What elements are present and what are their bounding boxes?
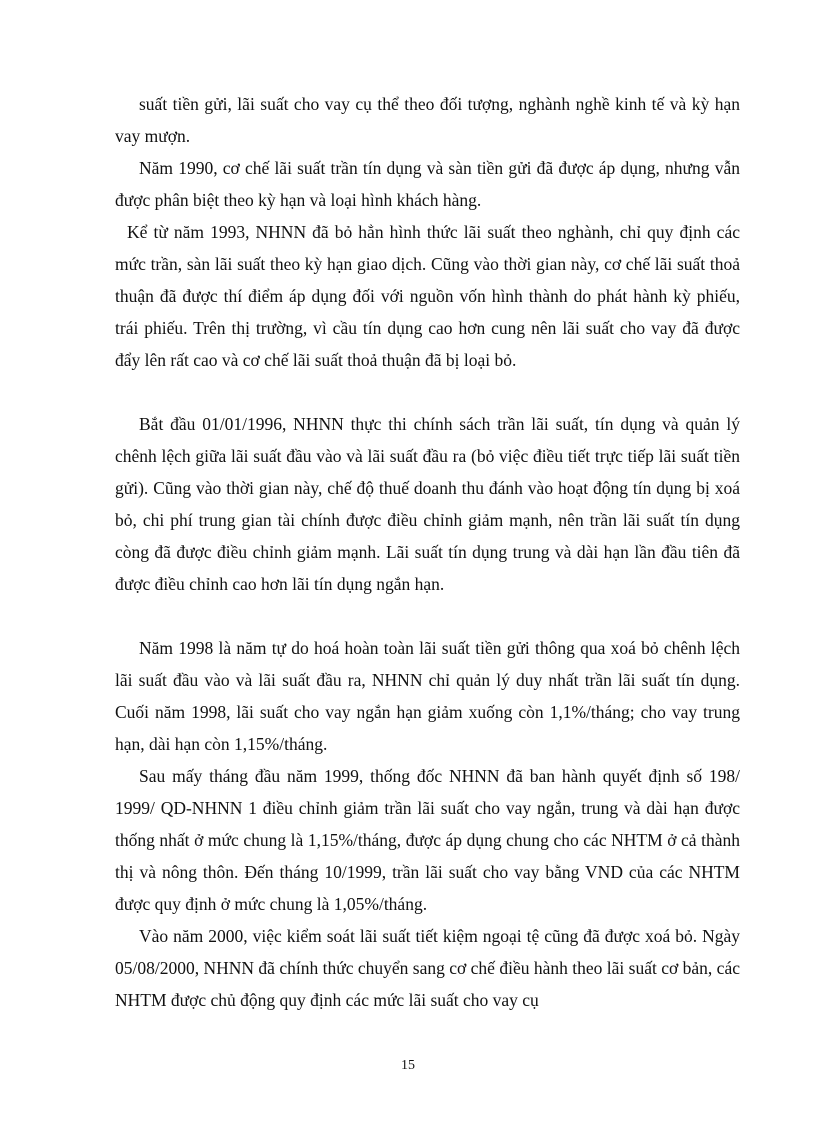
- paragraph-1: suất tiền gửi, lãi suất cho vay cụ thể theo đối tượng, nghành nghề kinh tế và kỳ hạn vay mượn.: [115, 94, 740, 146]
- paragraph-4: Bắt đầu 01/01/1996, NHNN thực thi chính sách trần lãi suất, tín dụng và quản lý chênh lệch giữa lãi suất đầu vào và lãi suất đầu ra (bỏ việc điều tiết trực tiếp lãi suất tiền gửi). Cũng vào thời gian này, chế độ thuế doanh thu đánh vào hoạt động tín dụng bị xoá bỏ, chi phí trung gian tài chính được điều chỉnh giảm mạnh, nên trần lãi suất tín dụng còng đã được điều chỉnh giảm mạnh. Lãi suất tín dụng trung và dài hạn lần đầu tiên đã được điều chỉnh cao hơn lãi tín dụng ngắn hạn.: [115, 414, 740, 594]
- paragraph-2: Năm 1990, cơ chế lãi suất trần tín dụng và sàn tiền gửi đã được áp dụng, nhưng vẫn được phân biệt theo kỳ hạn và loại hình khách hàng.: [115, 158, 740, 210]
- paragraph-6: Sau mấy tháng đầu năm 1999, thống đốc NHNN đã ban hành quyết định số 198/ 1999/ QD-NHNN 1 điều chỉnh giảm trần lãi suất cho vay ngắn, trung và dài hạn được thống nhất ở mức chung là 1,15%/tháng, được áp dụng chung cho các NHTM ở cả thành thị và nông thôn. Đến tháng 10/1999, trần lãi suất cho vay bằng VND của các NHTM được quy định ở mức chung là 1,05%/tháng.: [115, 766, 740, 914]
- paragraph-5: Năm 1998 là năm tự do hoá hoàn toàn lãi suất tiền gửi thông qua xoá bỏ chênh lệch lãi suất đầu vào và lãi suất đầu ra, NHNN chỉ quản lý duy nhất trần lãi suất tín dụng. Cuối năm 1998, lãi suất cho vay ngắn hạn giảm xuống còn 1,1%/tháng; cho vay trung hạn, dài hạn còn 1,15%/tháng.: [115, 638, 740, 754]
- page-number: 15: [401, 1058, 415, 1073]
- paragraph-7: Vào năm 2000, việc kiểm soát lãi suất tiết kiệm ngoại tệ cũng đã được xoá bỏ. Ngày 05/08/2000, NHNN đã chính thức chuyển sang cơ chế điều hành theo lãi suất cơ bản, các NHTM được chủ động quy định các mức lãi suất cho vay cụ: [115, 926, 740, 1010]
- paragraph-3: Kể từ năm 1993, NHNN đã bỏ hẳn hình thức lãi suất theo nghành, chỉ quy định các mức trần, sàn lãi suất theo kỳ hạn giao dịch. Cũng vào thời gian này, cơ chế lãi suất thoả thuận đã được thí điểm áp dụng đối với nguồn vốn hình thành do phát hành kỳ phiếu, trái phiếu. Trên thị trường, vì cầu tín dụng cao hơn cung nên lãi suất cho vay đã được đẩy lên rất cao và cơ chế lãi suất thoả thuận đã bị loại bỏ.: [115, 222, 740, 370]
